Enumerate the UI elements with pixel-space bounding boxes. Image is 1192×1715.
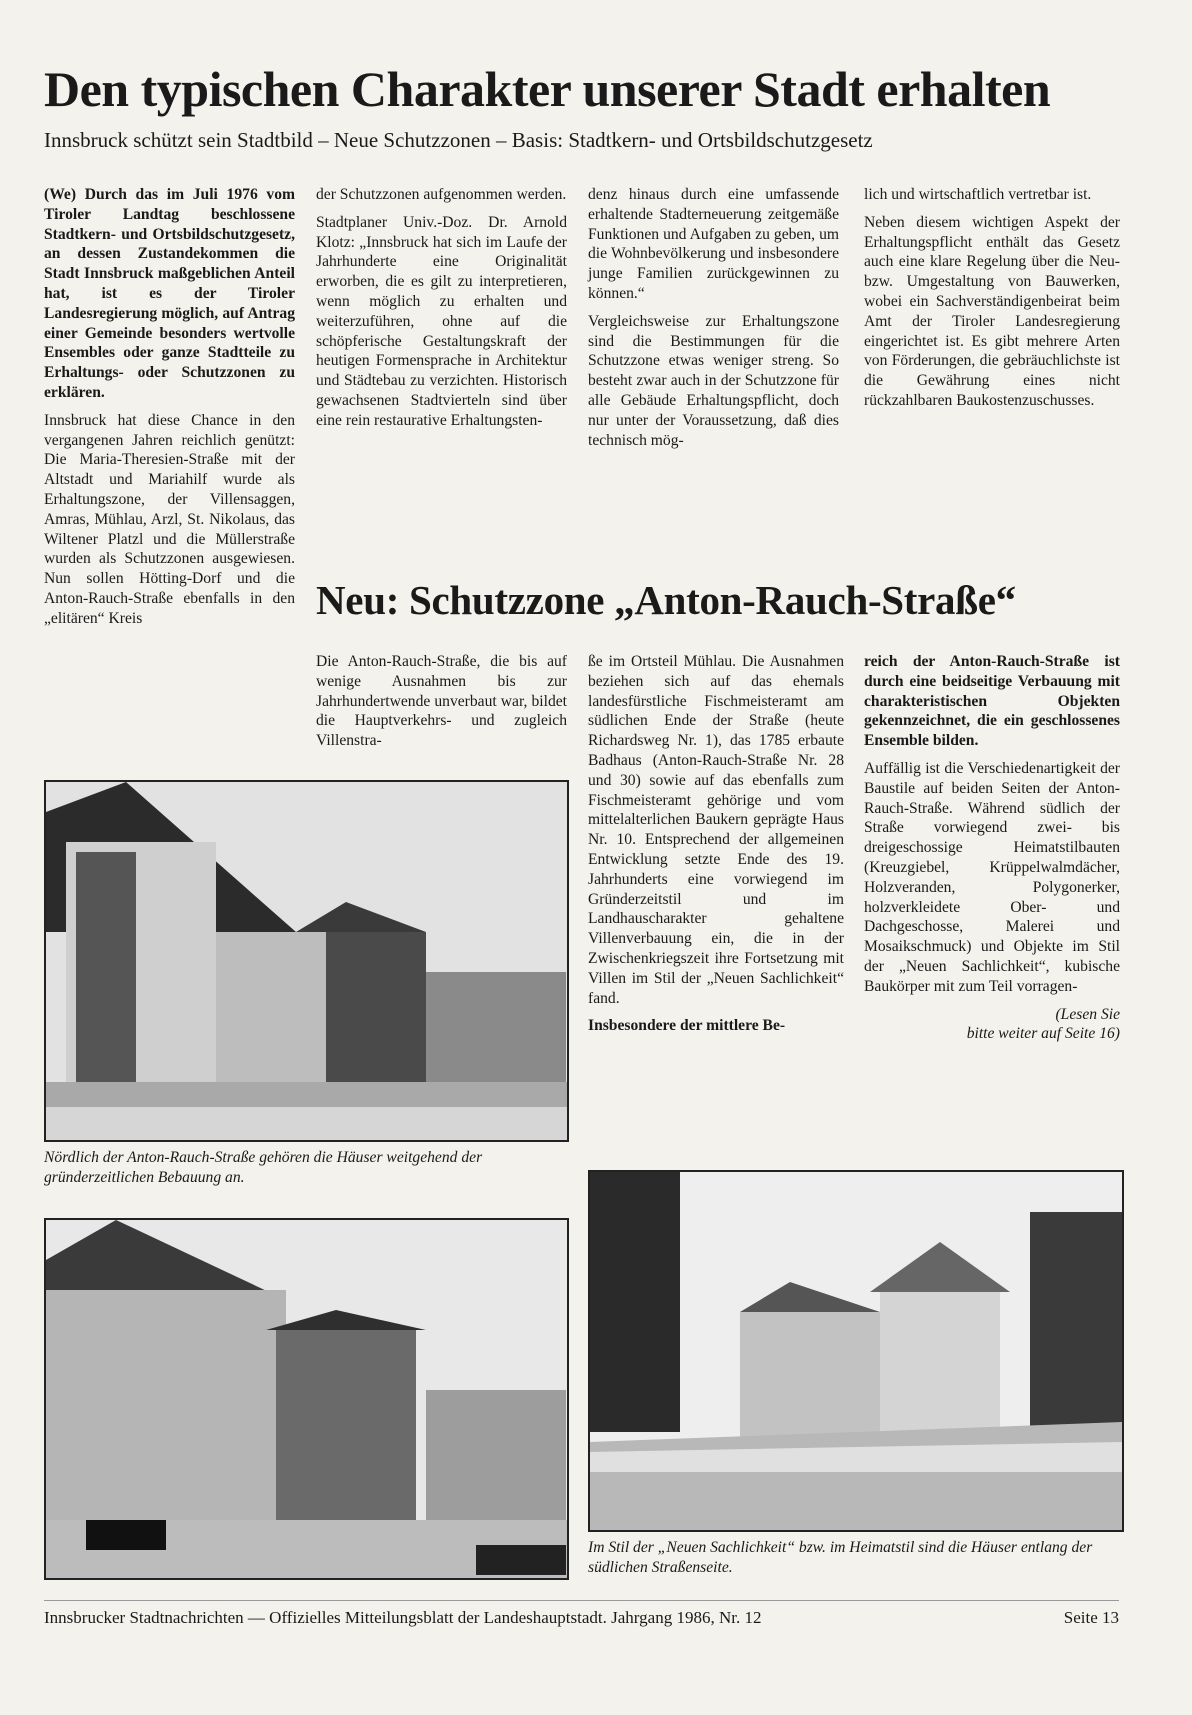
photo-villas-north	[44, 780, 569, 1142]
paragraph: Die Anton-Rauch-Straße, die bis auf wenige Ausnahmen bis zur Jahrhundertwende unverbaut war, bildet die Hauptverkehrs- und zugleich Villenstra-	[316, 653, 567, 750]
paragraph: der Schutzzonen aufgenommen werden.	[316, 186, 567, 203]
article-title: Den typischen Charakter unserer Stadt erhalten	[44, 61, 1051, 117]
section-column-4	[864, 652, 1120, 1044]
column-3	[588, 185, 839, 458]
paragraph: reich der Anton-Rauch-Straße ist durch eine beidseitige Verbauung mit charakteristischen Objekten gekennzeichnet, die ein geschlossenes Ensemble bilden.	[864, 653, 1120, 750]
paragraph: Neben diesem wichtigen Aspekt der Erhaltungspflicht enthält das Gesetz auch eine klare Regelung über die Neu- bzw. Umgestaltung von Bauwerken, wobei ein Sachverständigenbeirat beim Amt der Tiroler Landesregierung eingerichtet ist. Es gibt mehrere Arten von Förderungen, die gebräuchlichste ist die Gewährung eines nicht rückzahlbaren Baukostenzuschusses.	[864, 213, 1120, 409]
continued-note: (Lesen Sie bitte weiter auf Seite 16)	[966, 1005, 1120, 1043]
photo-street-view	[44, 1218, 569, 1580]
paragraph: ße im Ortsteil Mühlau. Die Ausnahmen beziehen sich auf das ehemals landesfürstliche Fischmeisteramt am südlichen Ende der Straße (heute Richardsweg Nr. 1), das 1785 erbaute Badhaus (Anton-Rauch-Straße Nr. 28 und 30) sowie auf das ebenfalls zum Fischmeisteramt gehörige und vom mittelalterlichen Baukern geprägte Haus Nr. 10. Entsprechend der allgemeinen Entwicklung setzte Ende des 19. Jahrhunderts eine vorwiegend im Gründerzeitstil und im Landhauscharakter gehaltene Villenverbauung ein, die in der Zwischenkriegszeit ihre Fortsetzung mit Villen im Stil der „Neuen Sachlichkeit“ fand.	[588, 653, 844, 1007]
photo-caption: Nördlich der Anton-Rauch-Straße gehören die Häuser weitgehend der gründerzeitlichen Bebauung an.	[44, 1149, 483, 1186]
photo-caption: Im Stil der „Neuen Sachlichkeit“ bzw. im Heimatstil sind die Häuser entlang der südlichen Straßenseite.	[588, 1539, 1093, 1576]
page-footer	[44, 1608, 1119, 1628]
photo-villas-south	[588, 1170, 1124, 1532]
publication-info: Innsbrucker Stadtnachrichten — Offizielles Mitteilungsblatt der Landeshauptstadt. Jahrgang 1986, Nr. 12	[44, 1608, 762, 1627]
paragraph: Vergleichsweise zur Erhaltungszone sind die Bestimmungen für die Schutzzone etwas weniger streng. So besteht zwar auch in der Schutzzone für alle Gebäude Erhaltungspflicht, doch nur unter der Voraussetzung, daß dies technisch mög-	[588, 312, 839, 449]
column-4	[864, 185, 1120, 419]
section-column-2	[316, 652, 567, 759]
article-subtitle: Innsbruck schützt sein Stadtbild – Neue Schutzzonen – Basis: Stadtkern- und Ortsbildschutzgesetz	[44, 128, 873, 152]
section-column-3	[588, 652, 844, 1044]
paragraph: denz hinaus durch eine umfassende erhaltende Stadterneuerung zeitgemäße Funktionen und Aufgaben zu geben, um die Wohnbevölkerung und insbesondere junge Familien zurückgewinnen zu können.“	[588, 186, 839, 302]
paragraph: Auffällig ist die Verschiedenartigkeit der Baustile auf beiden Seiten der Anton-Rauch-Straße. Während südlich der Straße vorwiegend zwei- bis dreigeschossige Heimatstilbauten (Kreuzgiebel, Krüppelwalmdächer, Holzveranden, Polygonerker, holzverkleidete Ober- und Dachgeschosse, Malerei und Mosaikschmuck) und Objekte im Stil der „Neuen Sachlichkeit“, kubische Baukörper mit zum Teil vorragen-	[864, 759, 1120, 995]
paragraph: Stadtplaner Univ.-Doz. Dr. Arnold Klotz: „Innsbruck hat sich im Laufe der Jahrhunderte eine Originalität erworben, die es gilt zu interpretieren, wenn möglich zu erhalten und weiterzuführen, ohne auf die schöpferische Gestaltungskraft der heutigen Formensprache in Architektur und Städtebau zu verzichten. Historisch gewachsenen Stadtvierteln sind über eine rein restaurative Erhaltungsten-	[316, 213, 567, 429]
lead-paragraph: (We) Durch das im Juli 1976 vom Tiroler Landtag beschlossene Stadtkern- und Ortsbildschutzgesetz, an dessen Zustandekommen die Stadt Innsbruck maßgeblichen Anteil hat, ist es der Tiroler Landesregierung möglich, auf Antrag einer Gemeinde besonders wertvolle Ensembles oder ganze Stadtteile zu Erhaltungs- oder Schutzzonen zu erklären.	[44, 186, 295, 401]
paragraph: Insbesondere der mittlere Be-	[588, 1017, 786, 1035]
section-heading: Neu: Schutzzone „Anton-Rauch-Straße“	[316, 577, 1016, 623]
column-1	[44, 185, 295, 637]
column-2	[316, 185, 567, 439]
paragraph: lich und wirtschaftlich vertretbar ist.	[864, 186, 1092, 203]
page-number: Seite 13	[1063, 1608, 1119, 1627]
footer-rule	[44, 1600, 1119, 1601]
paragraph: Innsbruck hat diese Chance in den vergangenen Jahren reichlich genützt: Die Maria-Theresien-Straße mit der Altstadt und Mariahilf wurde als Erhaltungszone, der Villensaggen, Amras, Mühlau, Arzl, St. Nikolaus, das Wiltener Platzl und die Müllerstraße wurden als Schutzzonen ausgewiesen. Nun sollen Hötting-Dorf und die Anton-Rauch-Straße ebenfalls in den „elitären“ Kreis	[44, 411, 295, 627]
